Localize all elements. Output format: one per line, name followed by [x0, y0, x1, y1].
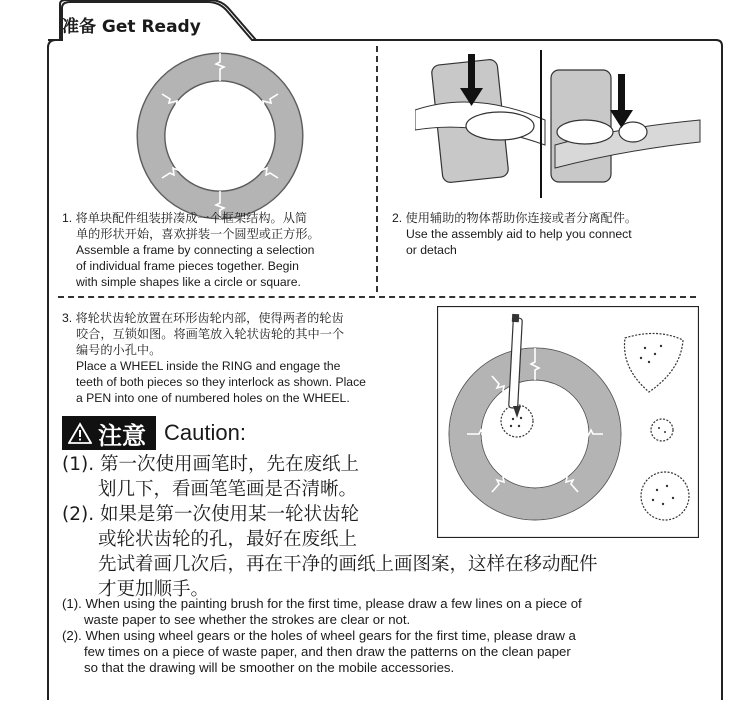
step3-line: 3. 将轮状齿轮放置在环形齿轮内部，使得两者的轮齿: [62, 311, 344, 325]
step3-line: teeth of both pieces so they interlock as shown. Place: [76, 375, 366, 389]
step2-line: Use the assembly aid to help you connect: [406, 227, 632, 241]
step2-line: 2. 使用辅助的物体帮助你连接或者分离配件。: [392, 211, 638, 225]
divider-vertical: [376, 46, 378, 292]
caution-header: [62, 416, 246, 450]
caution-zh-line: (1). 第一次使用画笔时，先在废纸上: [62, 454, 359, 475]
caution-zh-line: 先试着画几次后，再在干净的画纸上画图案，这样在移动配件: [98, 554, 598, 575]
caution-zh: [62, 452, 598, 602]
caution-en-line: so that the drawing will be smoother on the mobile accessories.: [84, 660, 455, 675]
step1-line: Assemble a frame by connecting a selection: [76, 243, 315, 257]
caution-zh-line: 或轮状齿轮的孔，最好在废纸上: [98, 529, 358, 550]
caution-zh-line: (2). 如果是第一次使用某一轮状齿轮: [62, 504, 359, 525]
step1-line: 单的形状开始，喜欢拼装一个圆型或正方形。: [76, 227, 320, 241]
puzzle-ring-illustration: [130, 50, 310, 220]
caution-en: [62, 596, 582, 676]
caution-zh-line: 才更加顺手。: [98, 579, 210, 600]
warning-triangle-icon: [68, 422, 92, 444]
caution-badge-label: 注意: [98, 421, 146, 450]
caution-en-line: waste paper to see whether the strokes are clear or not.: [84, 612, 411, 627]
assembly-aid-illustration: [415, 50, 705, 200]
arrow-down-icon: [610, 74, 633, 128]
step1-line: of individual frame pieces together. Begin: [76, 259, 299, 273]
divider-horizontal: [58, 296, 696, 298]
caution-word: Caution:: [164, 420, 246, 445]
caution-en-line: few times on a piece of waste paper, and then draw the patterns on the clean paper: [84, 644, 571, 659]
gear-icon: [641, 472, 689, 520]
page-title: 准备 Get Ready: [62, 17, 201, 37]
step3-line: 咬合，互锁如图。将画笔放入轮状齿轮的其中一个: [76, 327, 345, 341]
step3-line: Place a WHEEL inside the RING and engage the: [76, 359, 341, 373]
caution-en-line: (2). When using wheel gears or the holes of wheel gears for the first time, please draw a: [62, 628, 576, 643]
step1-line: 1. 将单块配件组装拼凑成一个框架结构。从简: [62, 211, 308, 225]
gear-icon: [651, 419, 673, 441]
step3-text: [62, 310, 366, 406]
step3-line: a PEN into one of numbered holes on the WHEEL.: [76, 391, 350, 405]
step1-text: [62, 210, 320, 290]
caution-zh-line: 划几下，看画笔笔画是否清晰。: [98, 479, 358, 500]
caution-en-line: (1). When using the painting brush for the first time, please draw a few lines on a piece of: [62, 596, 582, 611]
step3-line: 编号的小孔中。: [76, 343, 162, 357]
step2-line: or detach: [406, 243, 457, 257]
step2-text: [392, 210, 637, 258]
step1-line: with simple shapes like a circle or square.: [76, 275, 301, 289]
caution-badge: [62, 416, 156, 450]
